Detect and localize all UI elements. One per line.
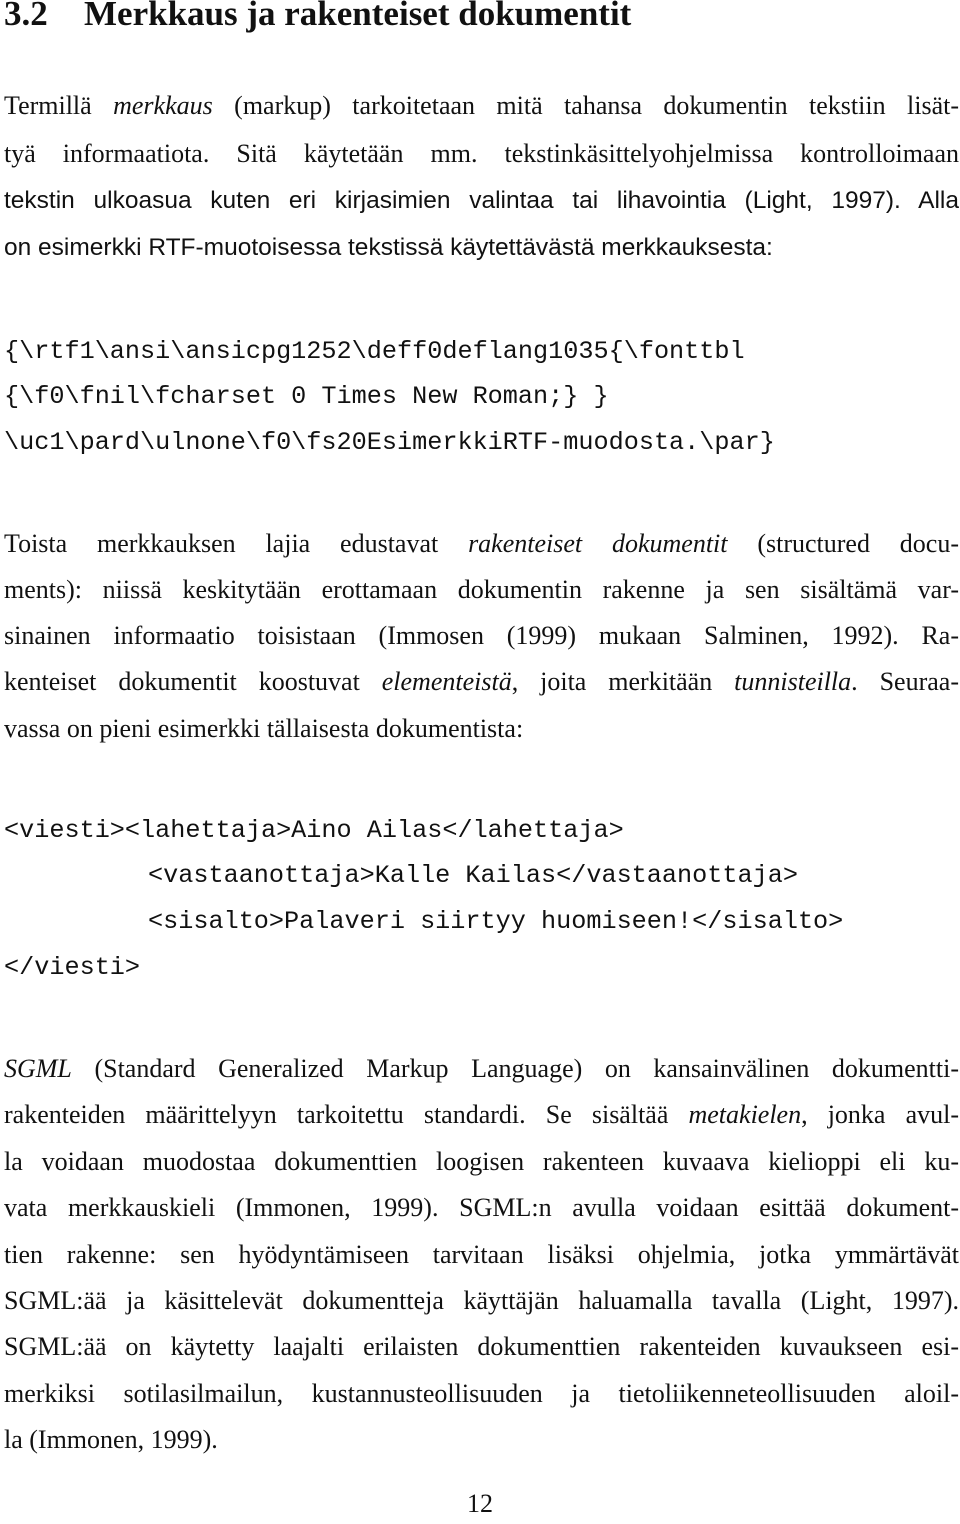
paragraph-3-line: SGML:ää on käytetty laajalti erilaisten dokumenttien rakenteiden kuvaukseen esi- [4, 1332, 959, 1361]
paragraph-3-line: la voidaan muodostaa dokumenttien loogisen rakenteen kuvaava kielioppi eli ku- [4, 1147, 959, 1176]
section-title: Merkkaus ja rakenteiset dokumentit [84, 0, 632, 33]
rtf-code-line: \uc1\pard\ulnone\f0\fs20EsimerkkiRTF-muodosta.\par} [4, 428, 775, 457]
paragraph-2-line: Toista merkkauksen lajia edustavat rakenteiset dokumentit (structured docu- [4, 529, 959, 558]
paragraph-3-line: la (Immonen, 1999). [4, 1425, 218, 1454]
page-number: 12 [467, 1489, 493, 1518]
paragraph-3-line: tien rakenne: sen hyödyntämiseen tarvitaan lisäksi ohjelmia, jotka ymmärtävät [4, 1240, 959, 1269]
section-number: 3.2 [4, 0, 48, 33]
paragraph-3-line: merkiksi sotilasilmailun, kustannusteollisuuden ja tietoliikenneteollisuuden aloil- [4, 1379, 959, 1408]
xml-code-line: </viesti> [4, 953, 141, 982]
rtf-code-line: {\f0\fnil\fcharset 0 Times New Roman;} } [4, 382, 609, 411]
paragraph-3-line: SGML:ää ja käsittelevät dokumentteja käyttäjän haluamalla tavalla (Light, 1997). [4, 1286, 959, 1315]
paragraph-3-line: vata merkkauskieli (Immonen, 1999). SGML:n avulla voidaan esittää dokument- [4, 1193, 959, 1222]
section-heading [4, 0, 631, 36]
paragraph-1-line: Termillä merkkaus (markup) tarkoitetaan mitä tahansa dokumentin tekstiin lisät- [4, 91, 959, 120]
paragraph-1-line: on esimerkki RTF-muotoisessa tekstissä käytettävästä merkkauksesta: [4, 234, 773, 261]
term-rakenteiset-dokumentit: rakenteiset dokumentit [468, 529, 728, 558]
term-elementeista: elementeistä [381, 667, 512, 696]
term-tunnisteilla: tunnisteilla [734, 667, 852, 696]
paragraph-3-line: rakenteiden määrittelyyn tarkoitettu standardi. Se sisältää metakielen, jonka avul- [4, 1100, 959, 1129]
xml-code-line: <viesti><lahettaja>Aino Ailas</lahettaja> [4, 816, 624, 845]
xml-code-line: <sisalto>Palaveri siirtyy huomiseen!</sisalto> [148, 907, 844, 936]
xml-code-line: <vastaanottaja>Kalle Kailas</vastaanottaja> [148, 861, 798, 890]
rtf-code-line: {\rtf1\ansi\ansicpg1252\deff0deflang1035{\fonttbl [4, 337, 745, 366]
paragraph-2-line: ments): niissä keskitytään erottamaan dokumentin rakenne ja sen sisältämä var- [4, 575, 959, 604]
paragraph-1-line: tyä informaatiota. Sitä käytetään mm. tekstinkäsittelyohjelmissa kontrolloimaan [4, 139, 959, 168]
term-metakielen: metakielen [688, 1100, 802, 1129]
paragraph-2-line: sinainen informaatio toisistaan (Immosen (1999) mukaan Salminen, 1992). Ra- [4, 621, 959, 650]
term-sgml: SGML [4, 1054, 72, 1083]
paragraph-2-line: vassa on pieni esimerkki tällaisesta dokumentista: [4, 714, 524, 743]
paragraph-2-line: kenteiset dokumentit koostuvat elementeistä, joita merkitään tunnisteilla. Seuraa- [4, 667, 959, 696]
term-merkkaus: merkkaus [113, 91, 213, 120]
paragraph-3-line: SGML (Standard Generalized Markup Language) on kansainvälinen dokumentti- [4, 1054, 959, 1083]
paragraph-1-line: tekstin ulkoasua kuten eri kirjasimien valintaa tai lihavointia (Light, 1997). Alla [4, 187, 959, 214]
